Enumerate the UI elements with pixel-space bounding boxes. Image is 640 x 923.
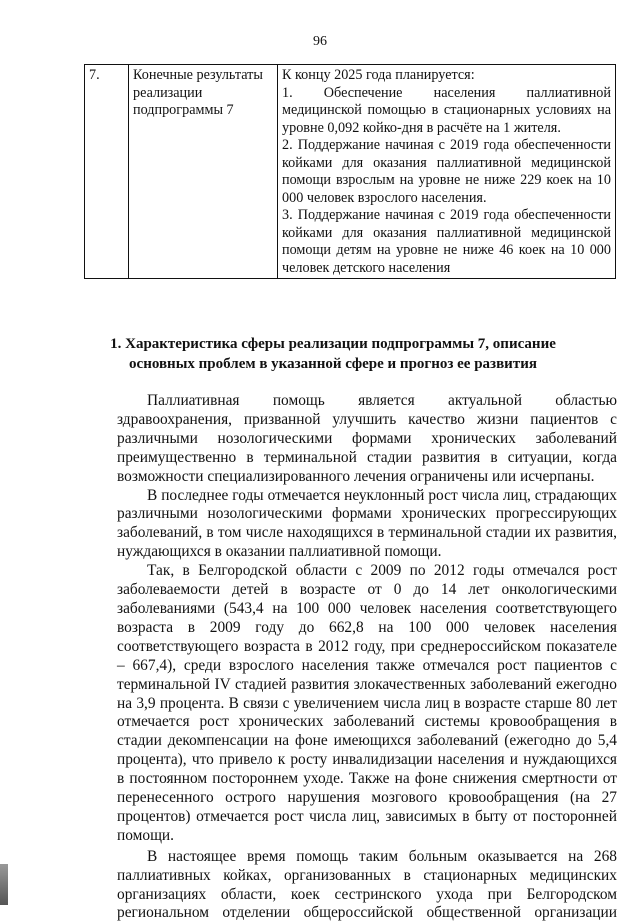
scan-edge-mark [0,864,8,905]
table-row [85,65,616,279]
content-intro: К концу 2025 года планируется: [282,67,475,83]
row-number: 7. [85,65,129,279]
row-content [278,65,616,279]
content-item-1: 1. Обеспечение населения паллиативной медицинской помощью в стационарных условиях на уровне 0,092 койко-дня в расчёте на 1 жителя. [282,84,611,136]
content-item-3: 3. Поддержание начиная с 2019 года обеспеченности койками для оказания паллиативной медицинской помощи детям на уровне не ниже 46 коек на 10 000 человек детского населения [282,207,611,276]
paragraph-2: В последнее годы отмечается неуклонный рост числа лиц, страдающих различными нозологическими формами хронических прогрессирующих заболеваний, в том числе находящихся в терминальной стадии их развития, нуждающихся в оказании паллиативной помощи. [117,486,617,561]
body-text [117,392,617,923]
results-table [84,64,616,279]
row-label: Конечные результаты реализации подпрограммы 7 [129,65,278,279]
section-title: 1. Характеристика сферы реализации подпрограммы 7, описание основных проблем в указанной сфере и прогноз ее развития [110,336,556,372]
paragraph-4: В настоящее время помощь таким больным оказывается на 268 паллиативных койках, организованных в стационарных медицинских организациях области, коек сестринского ухода при Белгородском региональном отделении общероссийской общественной организации [117,847,617,922]
paragraph-1: Паллиативная помощь является актуальной областью здравоохранения, призванной улучшить качество жизни пациентов с различными нозологическими формами хронических заболеваний преимущественно в терминальной стадии развития в ситуации, когда возможности специализированного лечения ограничены или исчерпаны. [117,392,617,485]
paragraph-3: Так, в Белгородской области с 2009 по 2012 годы отмечался рост заболеваемости детей в возрасте от 0 до 14 лет онкологическими заболеваниями (543,4 на 100 000 человек населения соответствующего возраста в 2009 году до 662,8 на 100 000 человек населения соответствующего возраста в 2012 году, при среднероссийском показателе – 667,4), среди взрослого населения также отмечался рост пациентов с терминальной IV стадией развития злокачественных заболеваний ежегодно на 3,9 процента. В связи с увеличением числа лиц в возрасте старше 80 лет отмечается рост хронических заболеваний системы кровообращения в стадии декомпенсации на фоне имеющихся заболеваний (ежегодно до 5,4 процента), что привело к росту инвалидизации населения и нуждающихся в постоянном постороннем уходе. Также на фоне снижения смертности от перенесенного острого нарушения мозгового кровообращения (на 27 процентов) отмечается рост числа лиц, зависимых в быту от посторонней помощи. [117,562,617,844]
content-item-2: 2. Поддержание начиная с 2019 года обеспеченности койками для оказания паллиативной медицинской помощи взрослым на уровне не ниже 229 коек на 10 000 человек взрослого населения. [282,137,611,206]
page-number: 96 [313,34,327,49]
